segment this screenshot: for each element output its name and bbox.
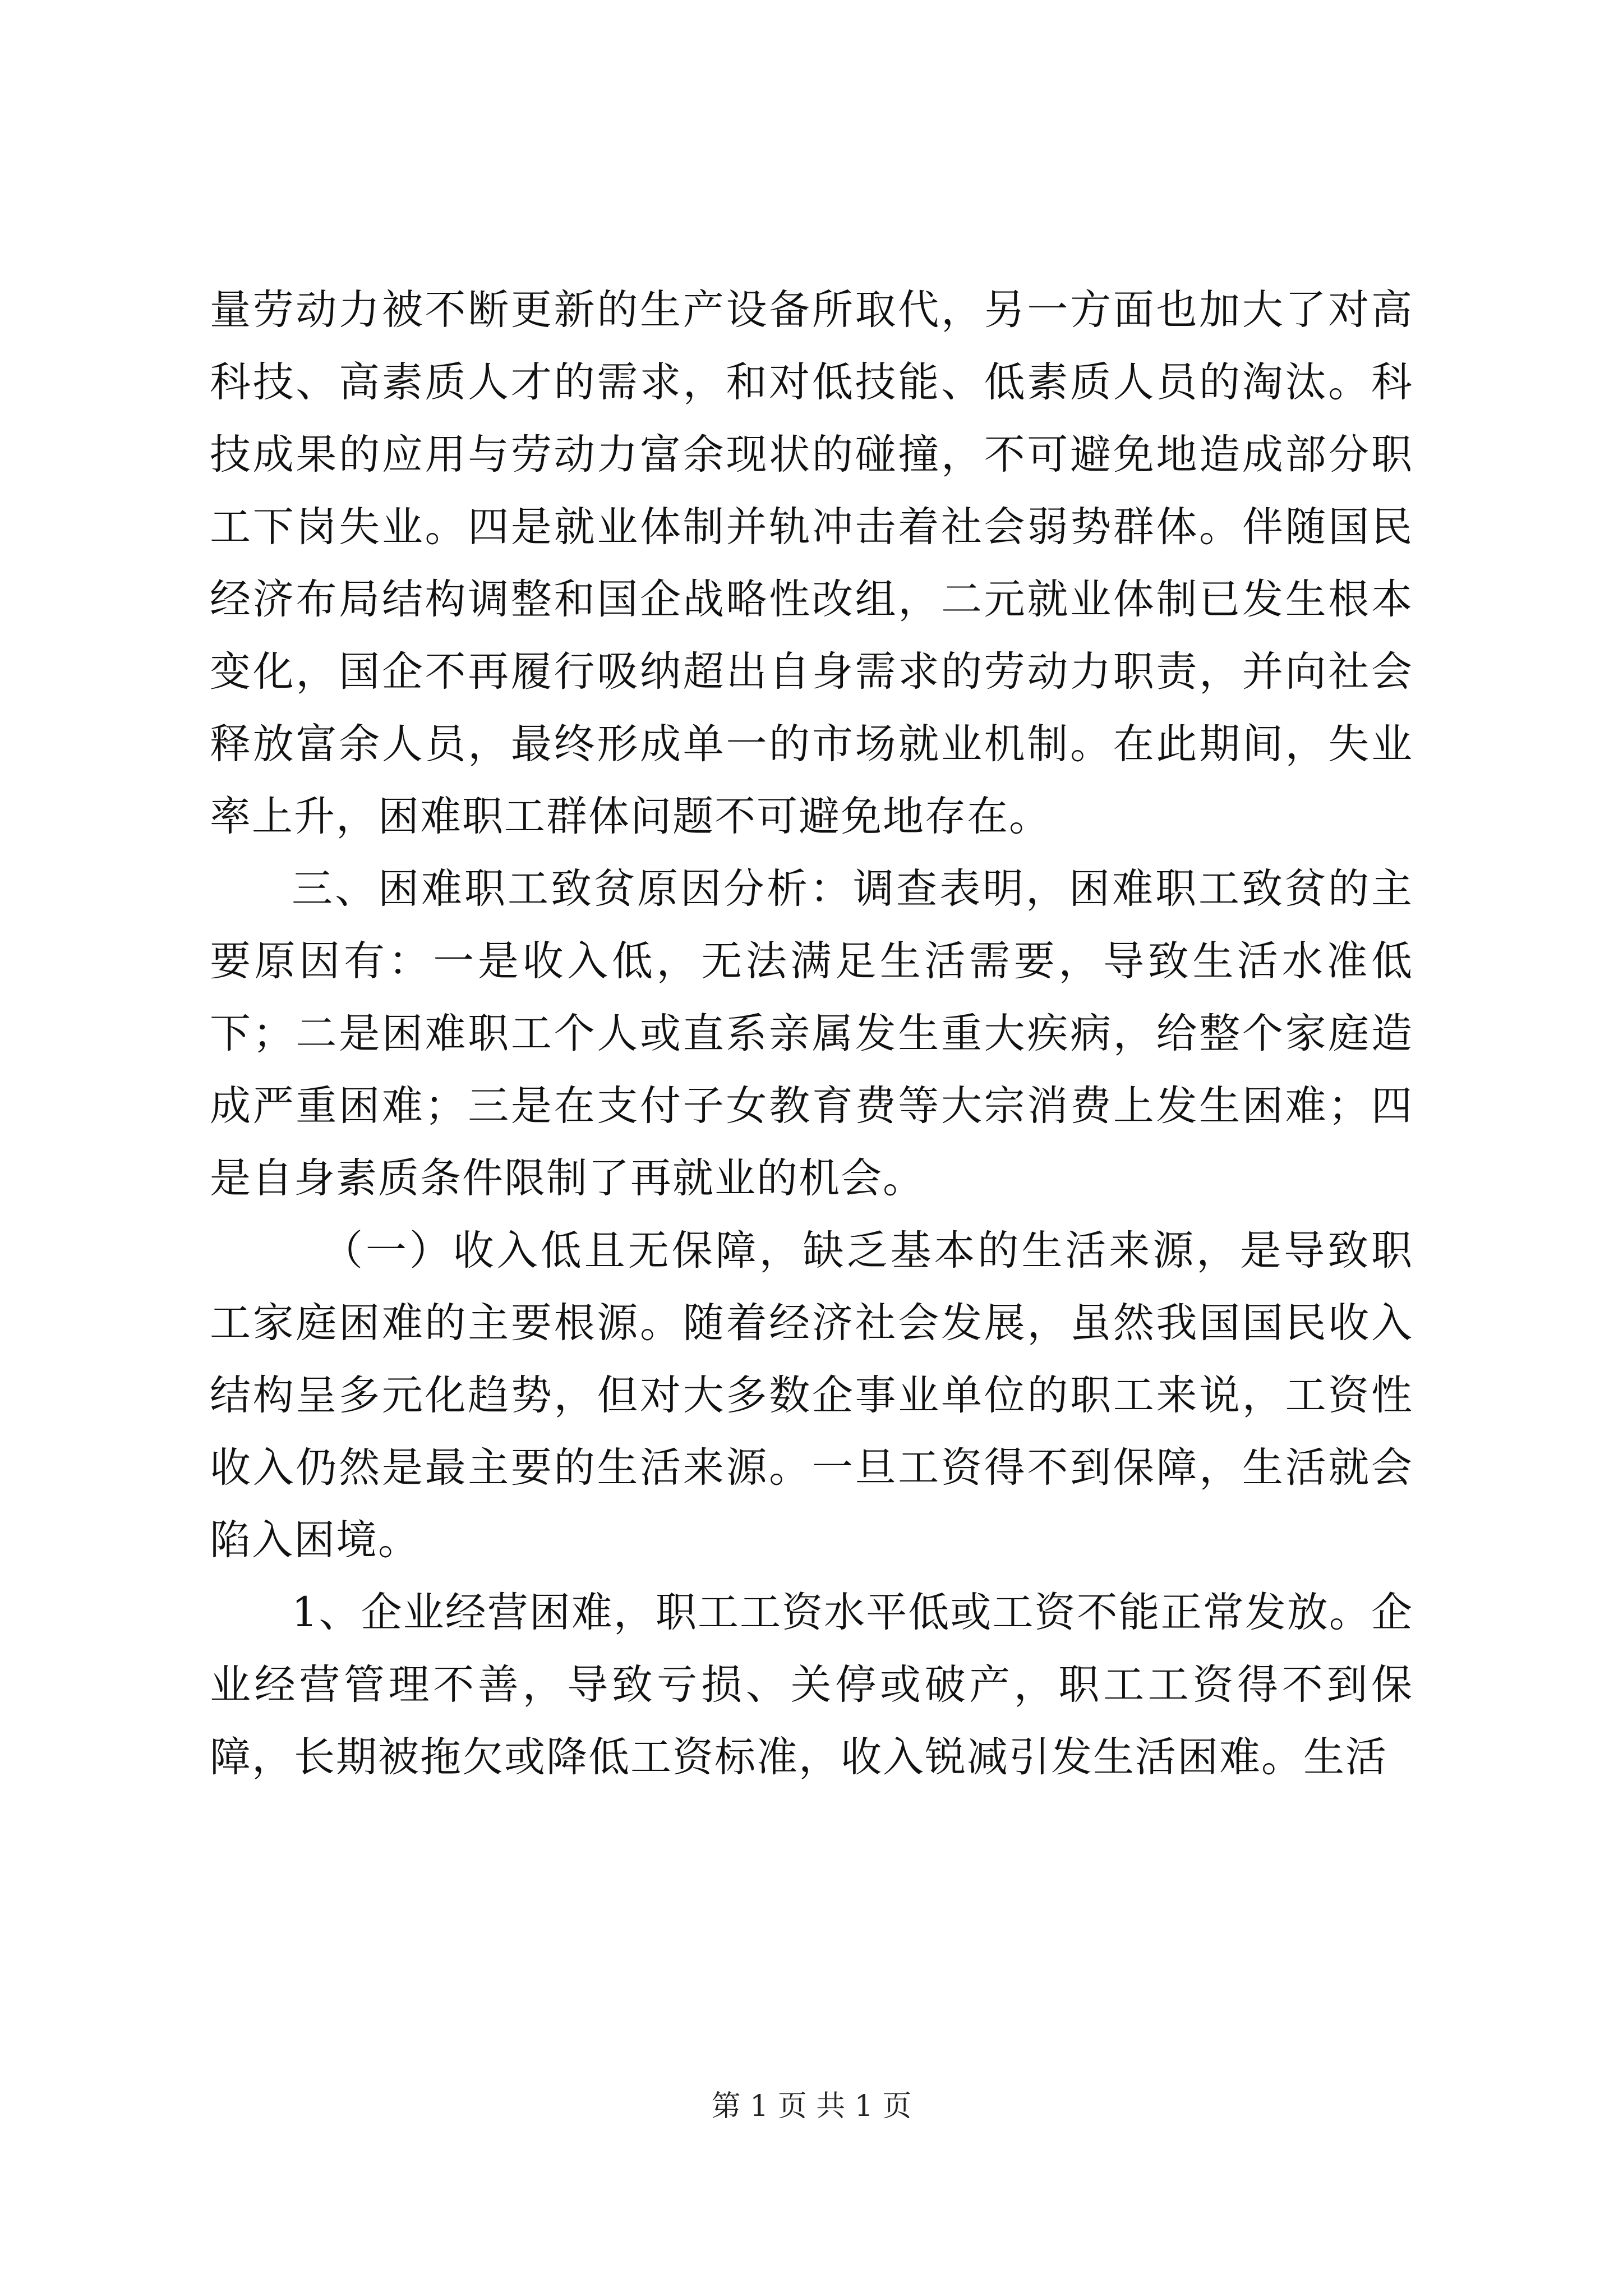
paragraph-item-one: 1、企业经营困难，职工工资水平低或工资不能正常发放。企业经营管理不善，导致亏损、关停或破产，职工工资得不到保障，长期被拖欠或降低工资标准，收入锐减引发生活困难。生活 — [210, 1589, 1413, 1781]
page-footer: 第 1 页 共 1 页 — [711, 2090, 912, 2123]
paragraph-subsection-one: （一）收入低且无保障，缺乏基本的生活来源，是导致职工家庭困难的主要根源。随着经济社会发展，虽然我国国民收入结构呈多元化趋势，但对大多数企事业单位的职工来说，工资性收入仍然是最主要的生活来源。一旦工资得不到保障，生活就会陷入困境。 — [210, 1227, 1413, 1564]
paragraph-section-three: 三、困难职工致贫原因分析：调查表明，困难职工致贫的主要原因有：一是收入低，无法满足生活需要，导致生活水准低下；二是困难职工个人或直系亲属发生重大疾病，给整个家庭造成严重困难；三是在支付子女教育费等大宗消费上发生困难；四是自身素质条件限制了再就业的机会。 — [210, 865, 1413, 1202]
document-body — [210, 274, 1413, 1793]
paragraph-continuation: 量劳动力被不断更新的生产设备所取代，另一方面也加大了对高科技、高素质人才的需求，和对低技能、低素质人员的淘汰。科技成果的应用与劳动力富余现状的碰撞，不可避免地造成部分职工下岗失业。四是就业体制并轨冲击着社会弱势群体。伴随国民经济布局结构调整和国企战略性改组，二元就业体制已发生根本变化，国企不再履行吸纳超出自身需求的劳动力职责，并向社会释放富余人员，最终形成单一的市场就业机制。在此期间，失业率上升，困难职工群体问题不可避免地存在。 — [210, 286, 1413, 840]
